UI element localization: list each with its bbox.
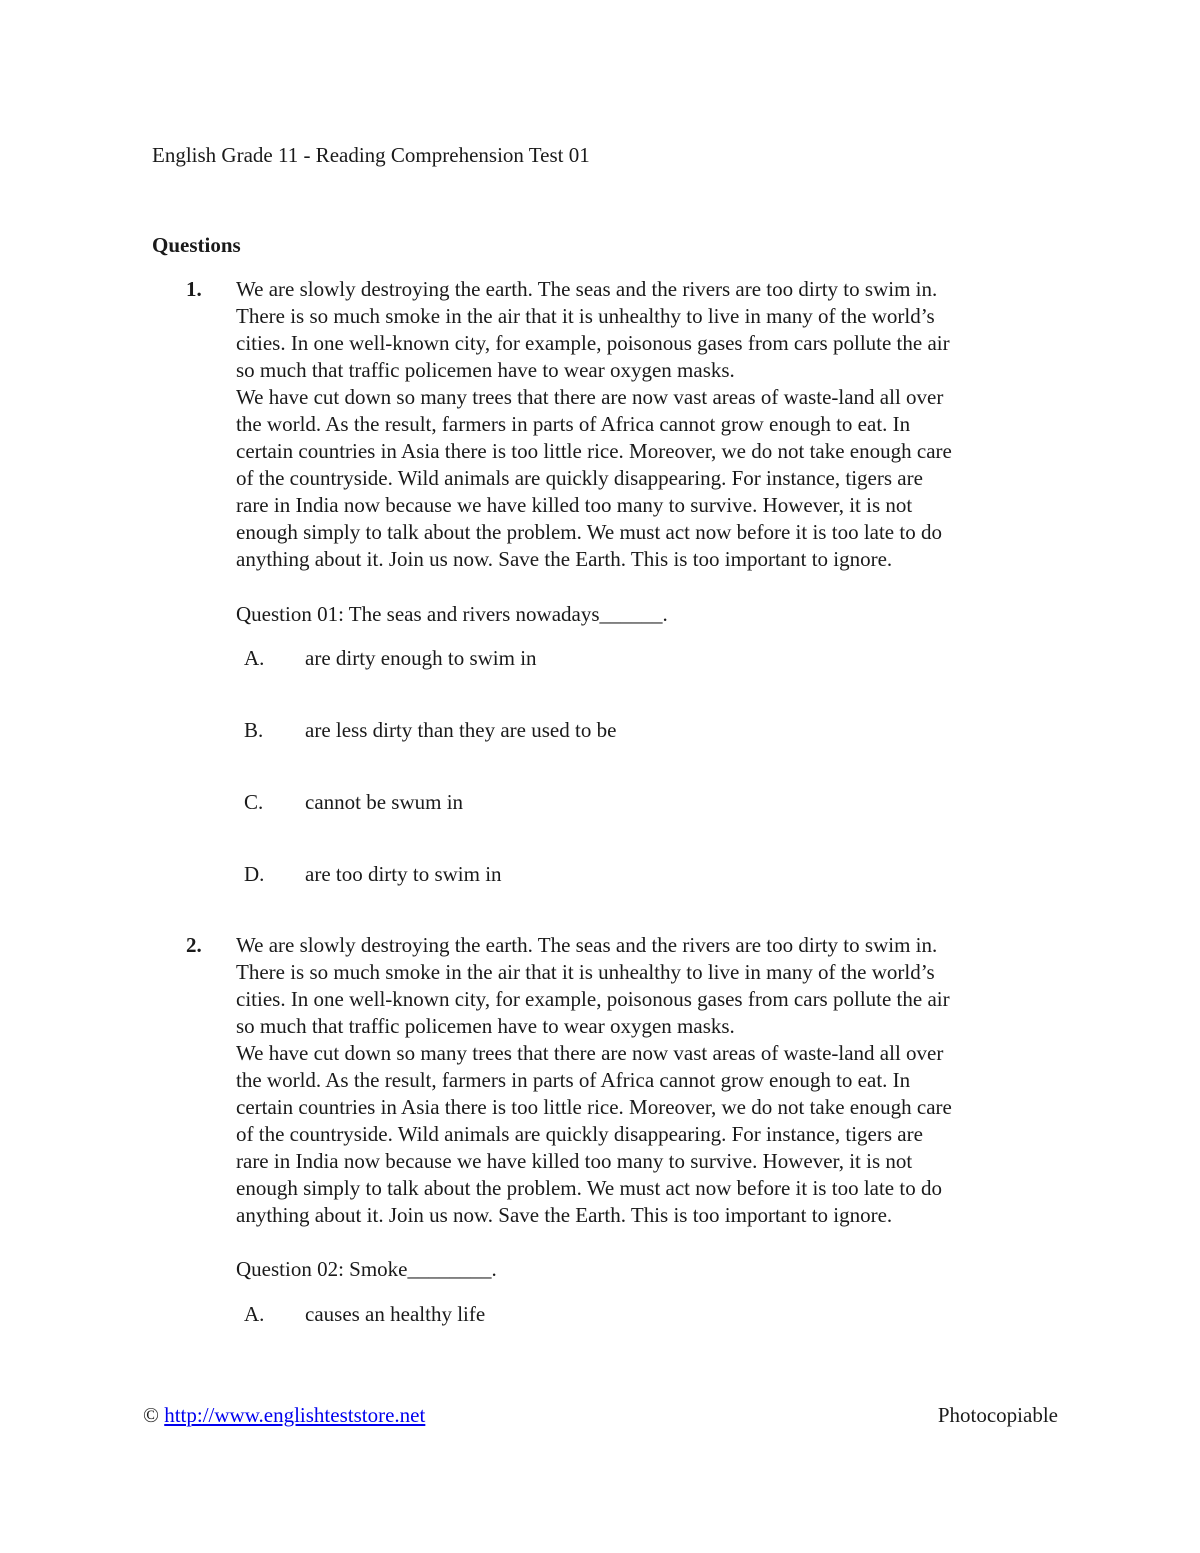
photocopiable-label: Photocopiable — [937, 1403, 1058, 1427]
passage-line: We are slowly destroying the earth. The seas and the rivers are too dirty to swim in. — [236, 277, 938, 301]
answer-option-c[interactable] — [0, 788, 1200, 818]
option-text: causes an healthy life — [305, 1302, 486, 1326]
passage-line: We have cut down so many trees that there are now vast areas of waste-land all over — [236, 1041, 944, 1065]
passage-line: rare in India now because we have killed too many to survive. However, it is not — [236, 1149, 913, 1173]
passage-line: the world. As the result, farmers in parts of Africa cannot grow enough to eat. In — [236, 412, 911, 436]
passage-line: anything about it. Join us now. Save the Earth. This is too important to ignore. — [236, 547, 893, 571]
passage-line: certain countries in Asia there is too little rice. Moreover, we do not take enough care — [236, 1095, 952, 1119]
option-letter: D. — [244, 862, 265, 886]
passage-line: rare in India now because we have killed too many to survive. However, it is not — [236, 493, 913, 517]
passage-line: There is so much smoke in the air that it is unhealthy to live in many of the world’s — [236, 304, 935, 328]
answer-option-a[interactable] — [0, 644, 1200, 674]
passage-line: of the countryside. Wild animals are quickly disappearing. For instance, tigers are — [236, 1122, 923, 1146]
passage-line: cities. In one well-known city, for example, poisonous gases from cars pollute the air — [236, 987, 950, 1011]
section-heading: Questions — [152, 233, 241, 257]
passage-line: the world. As the result, farmers in parts of Africa cannot grow enough to eat. In — [236, 1068, 911, 1092]
option-text: are too dirty to swim in — [305, 862, 502, 886]
passage-line: so much that traffic policemen have to wear oxygen masks. — [236, 358, 735, 382]
reading-passage — [236, 276, 1066, 573]
answer-option-a[interactable] — [0, 1300, 1200, 1330]
passage-line: There is so much smoke in the air that it is unhealthy to live in many of the world’s — [236, 960, 935, 984]
option-letter: A. — [244, 646, 265, 670]
copyright-symbol: © — [143, 1403, 159, 1427]
answer-option-d[interactable] — [0, 860, 1200, 890]
reading-passage — [236, 932, 1066, 1229]
passage-line: certain countries in Asia there is too little rice. Moreover, we do not take enough care — [236, 439, 952, 463]
passage-line: enough simply to talk about the problem. We must act now before it is too late to do — [236, 1176, 942, 1200]
passage-line: so much that traffic policemen have to wear oxygen masks. — [236, 1014, 735, 1038]
answer-option-b[interactable] — [0, 716, 1200, 746]
passage-line: enough simply to talk about the problem. We must act now before it is too late to do — [236, 520, 942, 544]
question-text: Question 02: Smoke________. — [236, 1257, 497, 1281]
page-title: English Grade 11 - Reading Comprehension Test 01 — [152, 143, 590, 167]
question-number: 2. — [186, 933, 202, 957]
option-text: cannot be swum in — [305, 790, 464, 814]
footer-copyright — [143, 1401, 425, 1429]
question-text: Question 01: The seas and rivers nowadays______. — [236, 602, 668, 626]
passage-line: We are slowly destroying the earth. The seas and the rivers are too dirty to swim in. — [236, 933, 938, 957]
passage-line: of the countryside. Wild animals are quickly disappearing. For instance, tigers are — [236, 466, 923, 490]
question-number: 1. — [186, 277, 202, 301]
option-text: are less dirty than they are used to be — [305, 718, 617, 742]
option-letter: C. — [244, 790, 264, 814]
website-link[interactable]: http://www.englishteststore.net — [164, 1403, 426, 1427]
option-letter: B. — [244, 718, 264, 742]
option-text: are dirty enough to swim in — [305, 646, 537, 670]
passage-line: anything about it. Join us now. Save the Earth. This is too important to ignore. — [236, 1203, 893, 1227]
passage-line: We have cut down so many trees that there are now vast areas of waste-land all over — [236, 385, 944, 409]
passage-line: cities. In one well-known city, for example, poisonous gases from cars pollute the air — [236, 331, 950, 355]
page-footer — [0, 1401, 1200, 1433]
option-letter: A. — [244, 1302, 265, 1326]
